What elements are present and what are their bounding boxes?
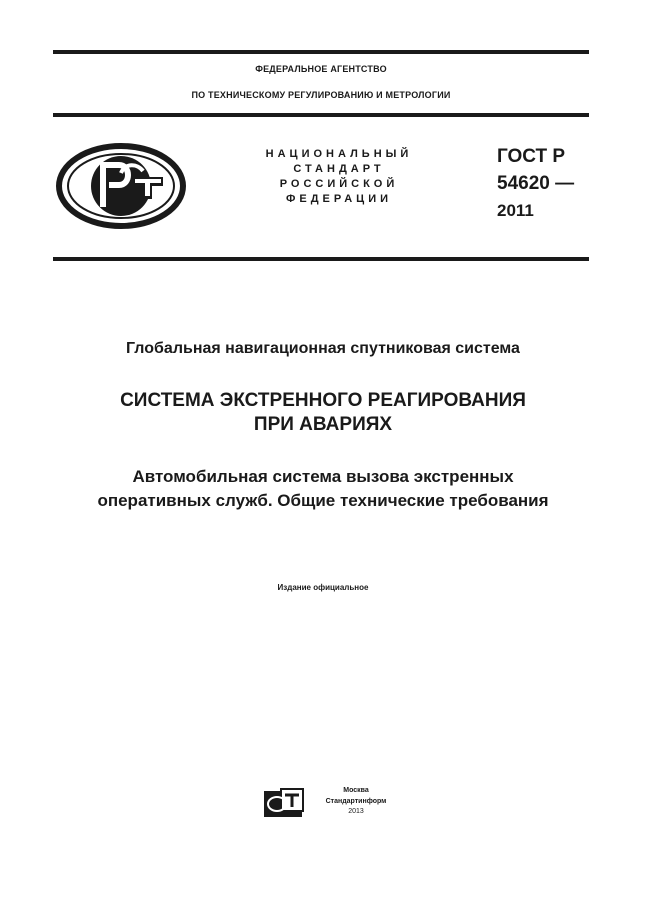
designation-line-2: 54620 — — [497, 173, 575, 194]
edition-label: Издание официальное — [277, 583, 369, 592]
rst-certification-logo-icon — [55, 143, 187, 229]
document-title-2 — [20, 389, 626, 437]
standard-type-line-2: СТАНДАРТ — [293, 163, 385, 175]
publisher-year: 2013 — [348, 808, 364, 815]
standard-type-line-1: НАЦИОНАЛЬНЫЙ — [265, 148, 413, 160]
document-title-3 — [20, 465, 626, 513]
publisher-city: Москва — [343, 787, 369, 794]
title-block-rule — [53, 257, 589, 261]
designation-year: 2011 — [497, 201, 534, 220]
agency-line-1: ФЕДЕРАЛЬНОЕ АГЕНТСТВО — [255, 64, 387, 74]
document-title-3-line-2: оперативных служб. Общие технические требования — [97, 491, 549, 510]
header-rule — [53, 113, 589, 117]
document-title-2-line-1: СИСТЕМА ЭКСТРЕННОГО РЕАГИРОВАНИЯ — [120, 390, 526, 411]
standard-designation — [497, 143, 574, 224]
agency-line-2: ПО ТЕХНИЧЕСКОМУ РЕГУЛИРОВАНИЮ И МЕТРОЛОГИИ — [191, 90, 451, 100]
standard-type-line-3: РОССИЙСКОЙ — [279, 178, 399, 190]
standard-type — [244, 147, 434, 207]
publisher-name: Стандартинформ — [325, 798, 387, 805]
document-title-3-line-1: Автомобильная система вызова экстренных — [132, 467, 514, 486]
standard-type-line-4: ФЕДЕРАЦИИ — [285, 193, 393, 205]
standartinform-logo-icon — [263, 788, 305, 818]
document-title-1: Глобальная навигационная спутниковая система — [126, 340, 520, 357]
document-title-2-line-2: ПРИ АВАРИЯХ — [253, 414, 393, 435]
top-rule — [53, 50, 589, 54]
designation-line-1: ГОСТ Р — [497, 146, 566, 167]
